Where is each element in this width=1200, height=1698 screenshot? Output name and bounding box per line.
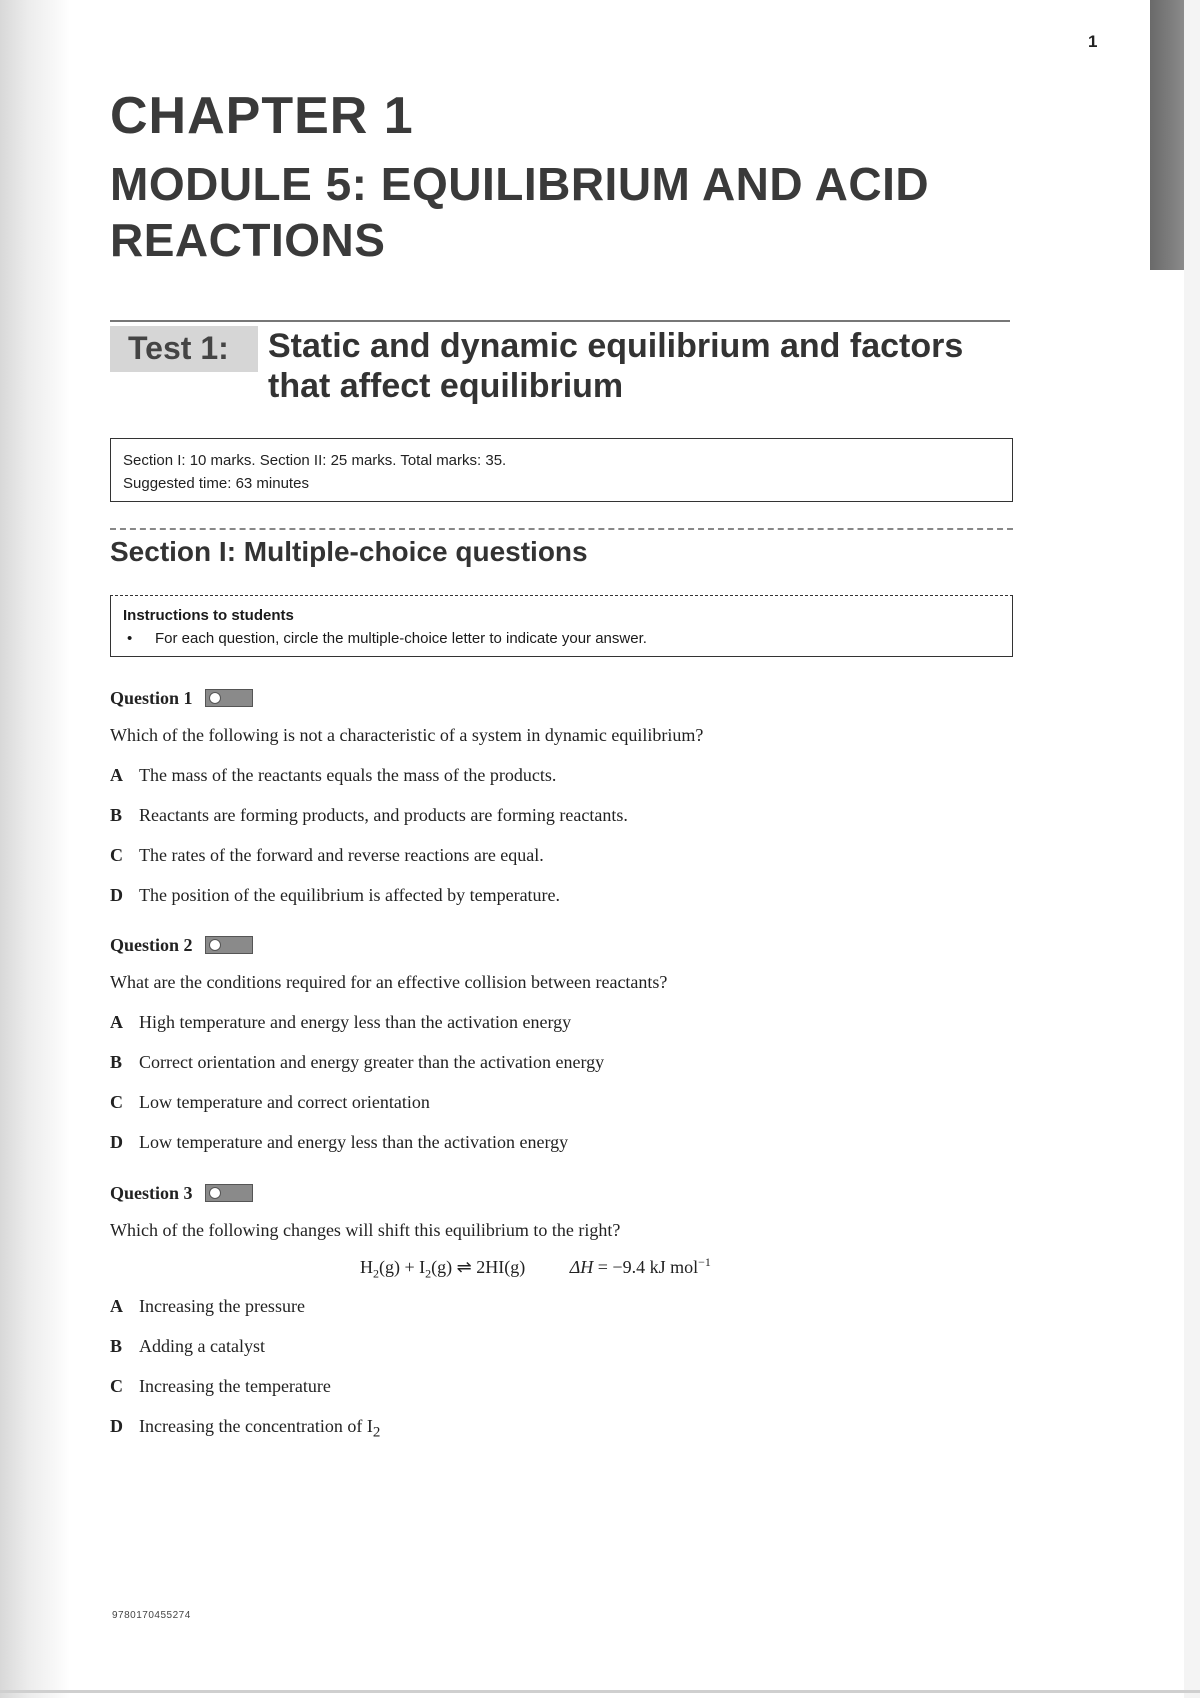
badge-knob — [209, 1187, 221, 1199]
option-d[interactable] — [110, 1415, 1030, 1444]
option-text: Adding a catalyst — [139, 1336, 265, 1356]
module-title: MODULE 5: EQUILIBRIUM AND ACID REACTIONS — [110, 158, 930, 266]
question-3-options — [110, 1295, 1030, 1444]
instructions-text: For each question, circle the multiple-choice letter to indicate your answer. — [155, 630, 647, 647]
option-letter[interactable]: C — [110, 1092, 123, 1112]
option-letter[interactable]: D — [110, 1132, 123, 1152]
test-title: Static and dynamic equilibrium and factors that affect equilibrium — [268, 327, 964, 405]
option-c[interactable] — [110, 1091, 1030, 1113]
option-letter[interactable]: C — [110, 1376, 123, 1396]
question-text: What are the conditions required for an effective collision between reactants? — [110, 972, 668, 992]
option-d[interactable] — [110, 1131, 1030, 1153]
equation-h-subscript: 2 — [373, 1266, 379, 1281]
option-text — [139, 1415, 380, 1444]
question-heading — [110, 686, 1030, 710]
option-letter[interactable]: D — [110, 1416, 123, 1436]
option-text: Increasing the pressure — [139, 1296, 305, 1316]
option-text: The mass of the reactants equals the mass of the products. — [139, 765, 557, 785]
instructions-title: Instructions to students — [123, 607, 294, 624]
option-letter[interactable]: D — [110, 885, 123, 905]
option-a[interactable] — [110, 1295, 1030, 1317]
question-3 — [110, 1181, 1030, 1241]
chemical-equation — [360, 1255, 711, 1282]
marks-box — [110, 438, 1013, 502]
test-label: Test 1: — [110, 326, 258, 372]
option-text: Correct orientation and energy greater than the activation energy — [139, 1052, 605, 1072]
option-letter[interactable]: B — [110, 1052, 123, 1072]
option-b[interactable] — [110, 1335, 1030, 1357]
option-c[interactable] — [110, 1375, 1030, 1397]
equation-h: H — [360, 1257, 373, 1277]
option-letter[interactable]: C — [110, 845, 123, 865]
test-divider — [110, 320, 1010, 322]
option-letter[interactable]: A — [110, 765, 123, 785]
question-number: Question 1 — [110, 687, 193, 708]
enthalpy-symbol: ΔH — [569, 1257, 594, 1277]
question-heading — [110, 1181, 1030, 1205]
question-text: Which of the following changes will shift this equilibrium to the right? — [110, 1220, 621, 1240]
option-c[interactable] — [110, 844, 1030, 866]
marks-line: Section I: 10 marks. Section II: 25 marks. Total marks: 35. — [123, 452, 507, 469]
option-a[interactable] — [110, 1011, 1030, 1033]
question-number: Question 2 — [110, 934, 193, 955]
option-text: The position of the equilibrium is affected by temperature. — [139, 885, 561, 905]
instructions-bullet — [123, 627, 1000, 650]
option-letter[interactable]: A — [110, 1012, 123, 1032]
option-subscript: 2 — [372, 1424, 381, 1441]
option-text: The rates of the forward and reverse reactions are equal. — [139, 845, 544, 865]
option-letter[interactable]: A — [110, 1296, 123, 1316]
option-d[interactable] — [110, 884, 1030, 906]
chapter-tab-marker — [1150, 0, 1184, 270]
option-text: Increasing the temperature — [139, 1376, 331, 1396]
scan-shadow — [0, 0, 70, 1698]
option-text-main: Increasing the concentration of I — [139, 1416, 373, 1436]
equation-products: (g) ⇌ 2HI(g) — [431, 1257, 526, 1277]
difficulty-badge-icon — [205, 689, 253, 707]
bullet-icon: • — [127, 630, 133, 647]
badge-knob — [209, 692, 221, 704]
bottom-edge — [0, 1690, 1200, 1693]
section-heading: Section I: Multiple-choice questions — [110, 536, 588, 567]
question-number: Question 3 — [110, 1182, 193, 1203]
badge-knob — [209, 939, 221, 951]
suggested-time: Suggested time: 63 minutes — [123, 475, 309, 492]
option-text: Reactants are forming products, and products are forming reactants. — [139, 805, 628, 825]
enthalpy-unit-exponent: −1 — [698, 1255, 711, 1269]
section-divider — [110, 528, 1013, 530]
scan-edge — [1184, 0, 1200, 1698]
option-b[interactable] — [110, 1051, 1030, 1073]
difficulty-badge-icon — [205, 1184, 253, 1202]
difficulty-badge-icon — [205, 936, 253, 954]
chapter-title: CHAPTER 1 — [110, 87, 414, 145]
page-number: 1 — [1088, 32, 1098, 51]
enthalpy-value: = −9.4 kJ mol — [593, 1257, 699, 1277]
option-text: Low temperature and energy less than the activation energy — [139, 1132, 569, 1152]
option-letter[interactable]: B — [110, 1336, 123, 1356]
option-text: High temperature and energy less than the activation energy — [139, 1012, 572, 1032]
question-text: Which of the following is not a characteristic of a system in dynamic equilibrium? — [110, 725, 704, 745]
question-1 — [110, 686, 1030, 906]
question-heading — [110, 933, 1030, 957]
instructions-box — [110, 595, 1013, 657]
option-b[interactable] — [110, 804, 1030, 826]
equation-plus: (g) + I — [379, 1257, 426, 1277]
enthalpy-change — [570, 1257, 711, 1277]
option-text: Low temperature and correct orientation — [139, 1092, 430, 1112]
isbn: 9780170455274 — [112, 1610, 191, 1621]
option-letter[interactable]: B — [110, 805, 123, 825]
option-a[interactable] — [110, 764, 1030, 786]
equation-i-subscript: 2 — [425, 1266, 432, 1281]
question-2 — [110, 933, 1030, 1153]
